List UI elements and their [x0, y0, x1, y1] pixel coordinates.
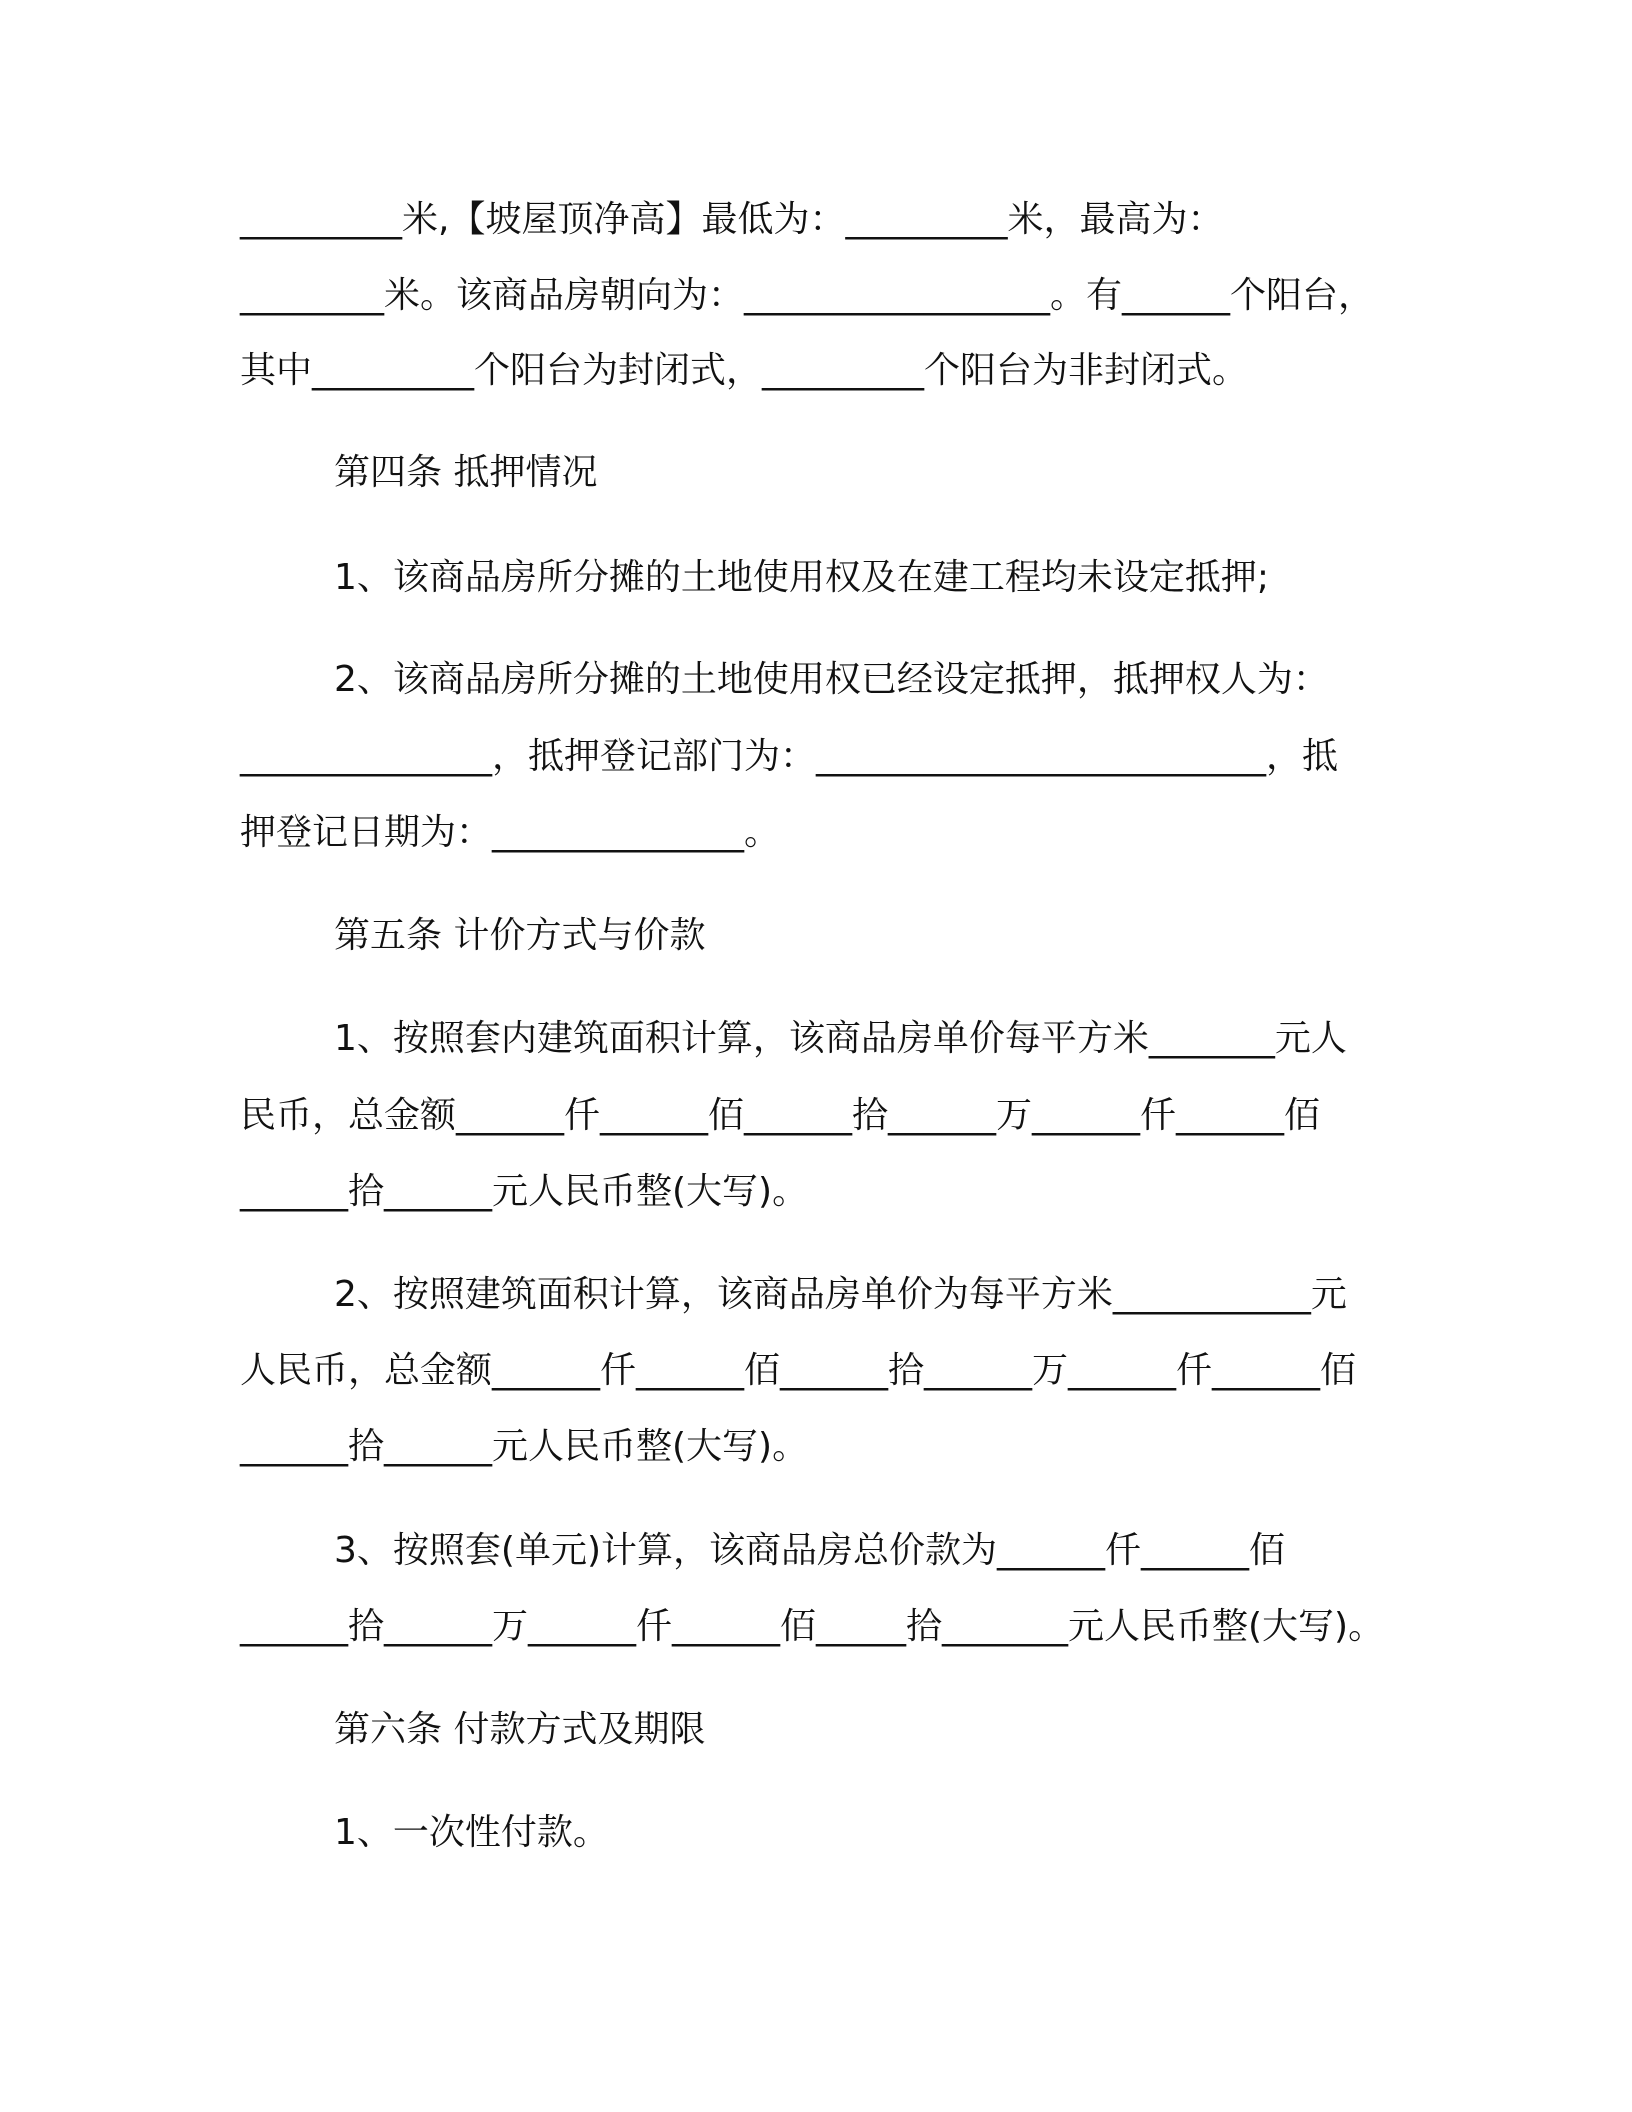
text-line: _________米,【坡屋顶净高】最低为：_________米，最高为： [240, 199, 1224, 240]
text-line: ______拾______元人民币整(大写)。 [240, 1171, 809, 1212]
text-line: 3、按照套(单元)计算，该商品房总价款为______仟______佰 [334, 1530, 1285, 1571]
text-line: ______拾______万______仟______佰_____拾_______元人民币整(大写)。 [240, 1606, 1385, 1647]
text-line: 其中_________个阳台为封闭式，_________个阳台为非封闭式。 [240, 350, 1249, 391]
text-line: 2、该商品房所分摊的土地使用权已经设定抵押，抵押权人为： [334, 659, 1329, 700]
section-heading: 第四条 抵押情况 [334, 452, 598, 493]
text-line: ______________，抵押登记部门为：_________________________，抵 [240, 736, 1339, 777]
text-line: ________米。该商品房朝向为：_________________。有______个阳台， [240, 275, 1375, 316]
text-line: 押登记日期为：______________。 [240, 812, 781, 853]
text-line: 民币，总金额______仟______佰______拾______万______仟______佰 [240, 1095, 1321, 1136]
text-line: 2、按照建筑面积计算，该商品房单价为每平方米___________元 [334, 1274, 1347, 1315]
text-line: 1、一次性付款。 [334, 1812, 609, 1853]
section-heading: 第五条 计价方式与价款 [334, 915, 706, 956]
text-line: 人民币，总金额______仟______佰______拾______万______仟______佰 [240, 1350, 1357, 1391]
text-line: ______拾______元人民币整(大写)。 [240, 1426, 809, 1467]
section-heading: 第六条 付款方式及期限 [334, 1709, 706, 1750]
text-line: 1、按照套内建筑面积计算，该商品房单价每平方米_______元人 [334, 1018, 1347, 1059]
text-line: 1、该商品房所分摊的土地使用权及在建工程均未设定抵押; [334, 557, 1270, 598]
